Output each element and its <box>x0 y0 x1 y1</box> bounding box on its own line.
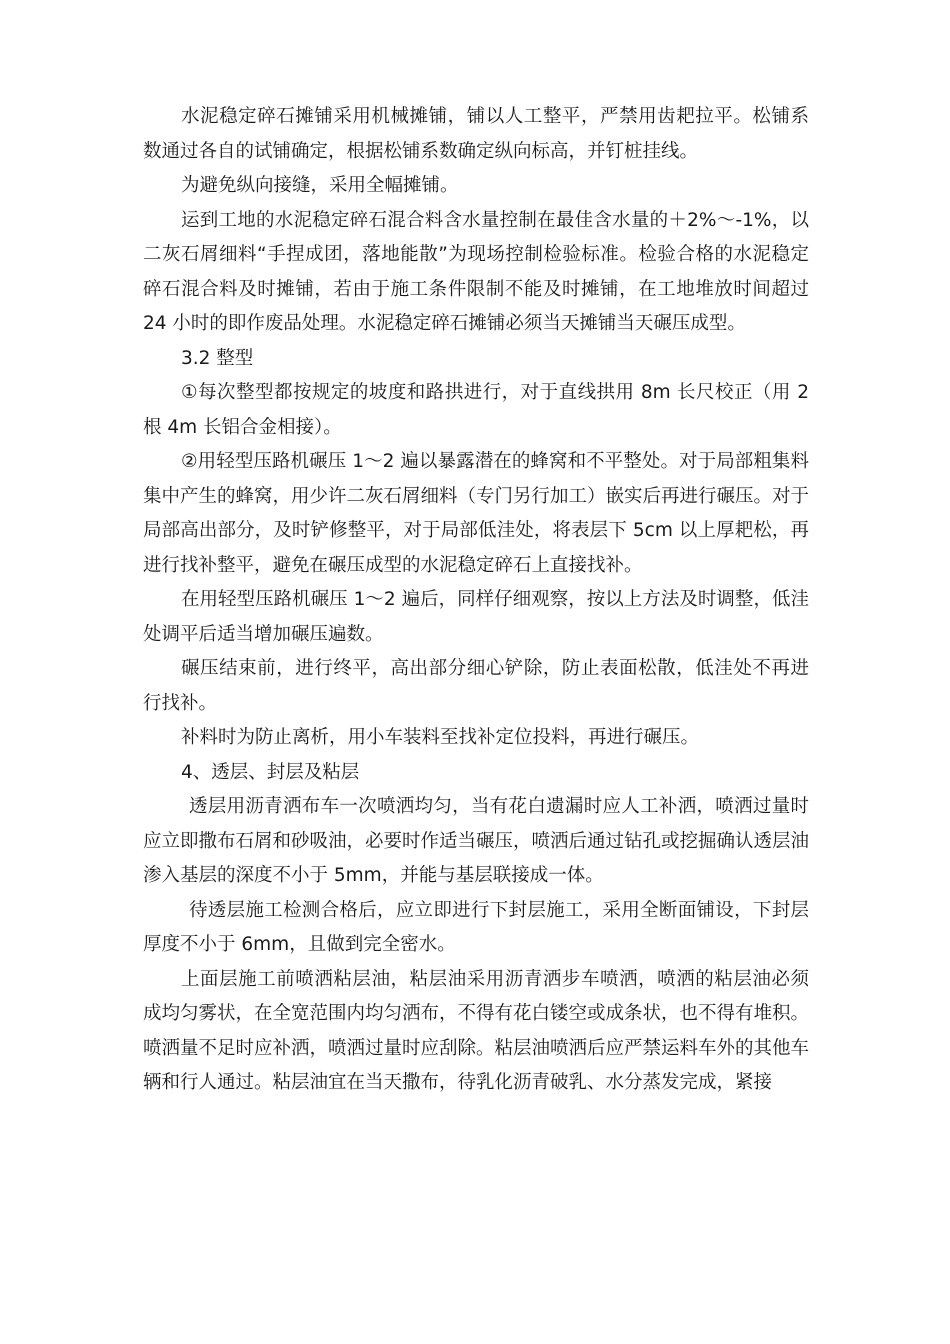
section-heading-layers: 4、透层、封层及粘层 <box>181 761 360 783</box>
paragraph-full-width-paving: 为避免纵向接缝，采用全幅摊铺。 <box>181 175 459 196</box>
paragraph-light-roller: 在用轻型压路机碾压 1～2 遍后，同样仔细观察，按以上方法及时调整，低洼处调平后适当增加碾压遍数。 <box>143 589 809 645</box>
paragraph-seal-coat: 待透层施工检测合格后，应立即进行下封层施工，采用全断面铺设，下封层厚度不小于 6mm，且做到完全密水。 <box>143 899 809 955</box>
paragraph-moisture-control: 运到工地的水泥稳定碎石混合料含水量控制在最佳含水量的＋2%～-1%，以二灰石屑细料“手捏成团，落地能散”为现场控制检验标准。检验合格的水泥稳定碎石混合料及时摊铺，若由于施工条件限制不能及时摊铺，在工地堆放时间超过 24 小时的即作废品处理。水泥稳定碎石摊铺必须当天摊铺当天碾压成型。 <box>143 209 809 334</box>
paragraph-patching: 补料时为防止离析，用小车装料至找补定位投料，再进行碾压。 <box>181 727 700 748</box>
paragraph-final-leveling: 碾压结束前，进行终平，高出部分细心铲除，防止表面松散，低洼处不再进行找补。 <box>143 658 809 714</box>
paragraph-shaping-step-1: ①每次整型都按规定的坡度和路拱进行，对于直线拱用 8m 长尺校正（用 2 根 4m 长铝合金相接）。 <box>143 382 809 438</box>
body-text <box>143 100 809 1101</box>
paragraph-tack-coat: 上面层施工前喷洒粘层油，粘层油采用沥青洒步车喷洒，喷洒的粘层油必须成均匀雾状，在全宽范围内均匀洒布，不得有花白镂空或成条状，也不得有堆积。喷洒量不足时应补洒，喷洒过量时应刮除。粘层油喷洒后应严禁运料车外的其他车辆和行人通过。粘层油宜在当天撒布，待乳化沥青破乳、水分蒸发完成，紧接 <box>143 968 810 1093</box>
paragraph-prime-coat: 透层用沥青洒布车一次喷洒均匀，当有花白遗漏时应人工补洒，喷洒过量时应立即撒布石屑和砂吸油，必要时作适当碾压，喷洒后通过钻孔或挖掘确认透层油渗入基层的深度不小于 5mm，并能与基层联接成一体。 <box>143 796 810 886</box>
paragraph-paving-method: 水泥稳定碎石摊铺采用机械摊铺，铺以人工整平，严禁用齿耙拉平。松铺系数通过各自的试铺确定，根据松铺系数确定纵向标高，并钉桩挂线。 <box>143 106 809 162</box>
paragraph-shaping-step-2: ②用轻型压路机碾压 1～2 遍以暴露潜在的蜂窝和不平整处。对于局部粗集料集中产生的蜂窝，用少许二灰石屑细料（专门另行加工）嵌实后再进行碾压。对于局部高出部分，及时铲修整平，对于局部低洼处，将表层下 5cm 以上厚耙松，再进行找补整平，避免在碾压成型的水泥稳定碎石上直接找补。 <box>143 451 810 576</box>
section-heading-shaping: 3.2 整型 <box>181 347 254 369</box>
